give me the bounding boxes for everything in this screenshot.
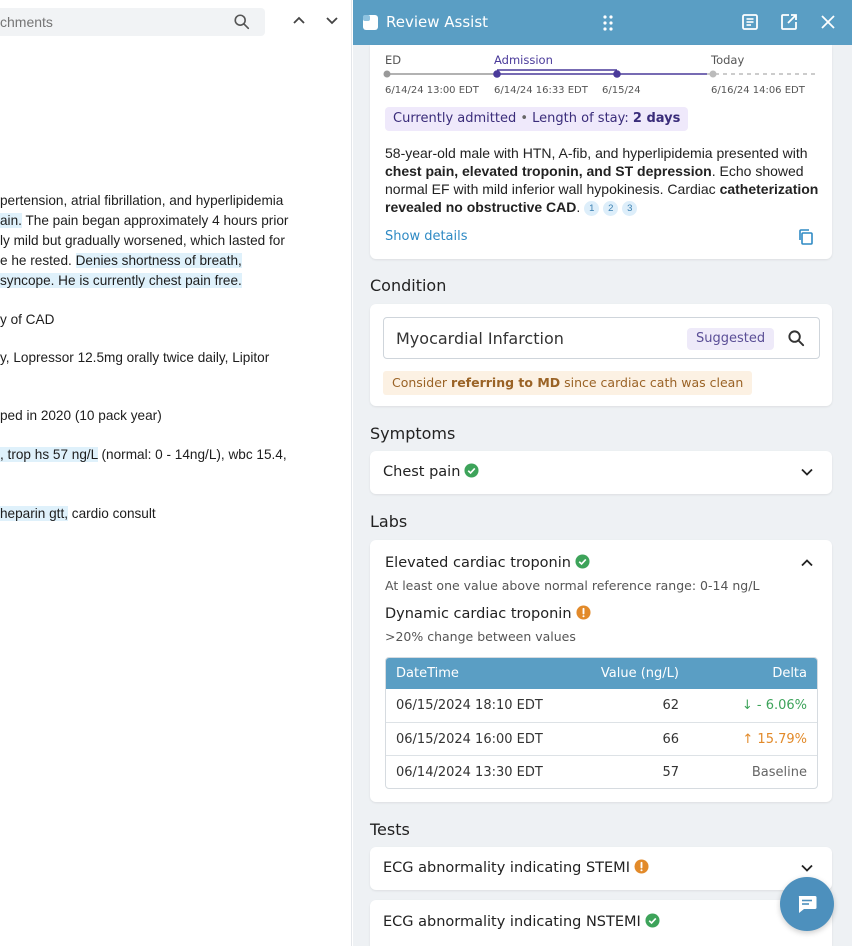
timeline-dot-admission [493, 70, 501, 78]
search-input[interactable] [0, 8, 225, 36]
row-datetime: 06/14/2024 13:30 EDT [396, 765, 543, 780]
timeline-stage-admission: Admission [494, 53, 553, 67]
citation-badge[interactable]: 2 [603, 201, 618, 216]
timeline-date: 6/15/24 [602, 85, 641, 96]
timeline-stage-ed: ED [385, 53, 402, 67]
condition-section-title: Condition [370, 276, 447, 295]
table-row [386, 722, 817, 755]
length-of-stay-label: Length of stay: [532, 111, 629, 126]
chevron-up-icon[interactable] [800, 556, 814, 570]
review-assist-panel [353, 0, 852, 946]
note-line: , trop hs 57 ng/L (normal: 0 - 14ng/L), wbc 15.4, [0, 447, 287, 462]
review-assist-logo-icon [362, 13, 380, 31]
column-header-value[interactable]: Value (ng/L) [600, 666, 679, 681]
citation-badge[interactable]: 1 [584, 201, 599, 216]
troponin-table [385, 657, 818, 789]
row-delta: Baseline [751, 765, 807, 780]
panel-header [353, 0, 852, 45]
note-line: e he rested. Denies shortness of breath, [0, 253, 242, 268]
timeline-dot-day [613, 70, 621, 78]
chevron-up-icon[interactable] [291, 12, 307, 28]
warning-circle-icon [634, 859, 649, 874]
warning-circle-icon [576, 605, 591, 620]
lab-item-description: At least one value above normal reference range: 0-14 ng/L [385, 578, 760, 593]
encounter-summary-card [370, 45, 832, 259]
lab-item-dynamic-troponin: Dynamic cardiac troponin [385, 605, 591, 622]
labs-section-title: Labs [370, 512, 408, 531]
note-line: ain. The pain began approximately 4 hours prior [0, 213, 289, 228]
timeline-dot-today [710, 71, 717, 78]
timeline-date: 6/14/24 13:00 EDT [385, 85, 479, 96]
open-external-icon[interactable] [780, 13, 798, 31]
row-value: 57 [662, 765, 679, 780]
row-datetime: 06/15/2024 16:00 EDT [396, 732, 543, 747]
citation-badge[interactable]: 3 [622, 201, 637, 216]
note-line: syncope. He is currently chest pain free. [0, 273, 242, 288]
check-circle-icon [645, 913, 660, 928]
timeline-stage-today: Today [711, 53, 745, 67]
admission-status: Currently admitted [393, 111, 517, 126]
check-circle-icon [464, 463, 479, 478]
lab-item-elevated-troponin: Elevated cardiac troponin [385, 554, 590, 571]
note-line: ped in 2020 (10 pack year) [0, 408, 162, 423]
note-line: heparin gtt, cardio consult [0, 506, 156, 521]
labs-card [370, 540, 832, 802]
chevron-down-icon[interactable] [324, 12, 340, 28]
clinical-summary: 58-year-old male with HTN, A-fib, and hyperlipidemia presented with chest pain, elevated troponin, and ST depression. Echo showed normal EF with mild inferior wall hypokinesis. Cardiac catheterization revealed no obstructive CAD. 1 2 3 [385, 145, 819, 215]
note-line: y of CAD [0, 312, 55, 327]
chat-button[interactable] [780, 877, 834, 931]
admission-status-pill: Currently admitted • Length of stay: 2 days [385, 107, 688, 131]
document-list-icon[interactable] [741, 13, 759, 31]
suggested-badge: Suggested [687, 328, 774, 350]
table-header-row [386, 658, 817, 689]
search-icon[interactable] [787, 329, 806, 348]
note-search-bar [0, 8, 265, 36]
condition-card [370, 304, 832, 406]
referral-advice: Consider referring to MD since cardiac cath was clean [383, 371, 752, 395]
symptom-label: Chest pain [383, 463, 479, 480]
chevron-down-icon[interactable] [800, 465, 814, 479]
arrow-up-icon: ↑ [742, 732, 754, 747]
table-row [386, 689, 817, 722]
test-item-nstemi[interactable] [370, 900, 832, 946]
show-details-link[interactable]: Show details [385, 229, 468, 244]
note-line: ly mild but gradually worsened, which lasted for [0, 233, 285, 248]
lab-item-description: >20% change between values [385, 629, 576, 644]
row-delta: ↑ 15.79% [742, 732, 807, 747]
check-circle-icon [575, 554, 590, 569]
test-label: ECG abnormality indicating STEMI [383, 859, 649, 876]
tests-section-title: Tests [370, 820, 410, 839]
column-header-delta[interactable]: Delta [772, 666, 807, 681]
symptom-item-chest-pain[interactable] [370, 451, 832, 494]
note-pane [0, 0, 352, 946]
timeline-track [383, 65, 823, 81]
copy-icon[interactable] [797, 228, 815, 246]
row-delta: ↓ - 6.06% [741, 698, 807, 713]
condition-value: Myocardial Infarction [396, 329, 564, 348]
symptoms-section-title: Symptoms [370, 424, 456, 443]
table-row [386, 755, 817, 788]
test-item-stemi[interactable] [370, 847, 832, 890]
row-value: 62 [662, 698, 679, 713]
condition-field[interactable] [383, 317, 820, 359]
note-line: y, Lopressor 12.5mg orally twice daily, Lipitor [0, 350, 270, 365]
note-line: pertension, atrial fibrillation, and hyperlipidemia [0, 193, 284, 208]
row-value: 66 [662, 732, 679, 747]
close-icon[interactable] [819, 13, 837, 31]
timeline-dot-ed [384, 71, 391, 78]
test-label: ECG abnormality indicating NSTEMI [383, 913, 660, 930]
column-header-datetime[interactable]: DateTime [396, 666, 459, 681]
panel-title: Review Assist [386, 13, 489, 31]
chat-bubble-icon [796, 893, 818, 915]
length-of-stay-value: 2 days [632, 111, 681, 126]
timeline-date: 6/16/24 14:06 EDT [711, 85, 805, 96]
search-icon[interactable] [233, 13, 251, 31]
arrow-down-icon: ↓ [741, 698, 753, 713]
chevron-down-icon[interactable] [800, 861, 814, 875]
timeline-date: 6/14/24 16:33 EDT [494, 85, 588, 96]
drag-handle-icon[interactable] [601, 14, 615, 32]
row-datetime: 06/15/2024 18:10 EDT [396, 698, 543, 713]
